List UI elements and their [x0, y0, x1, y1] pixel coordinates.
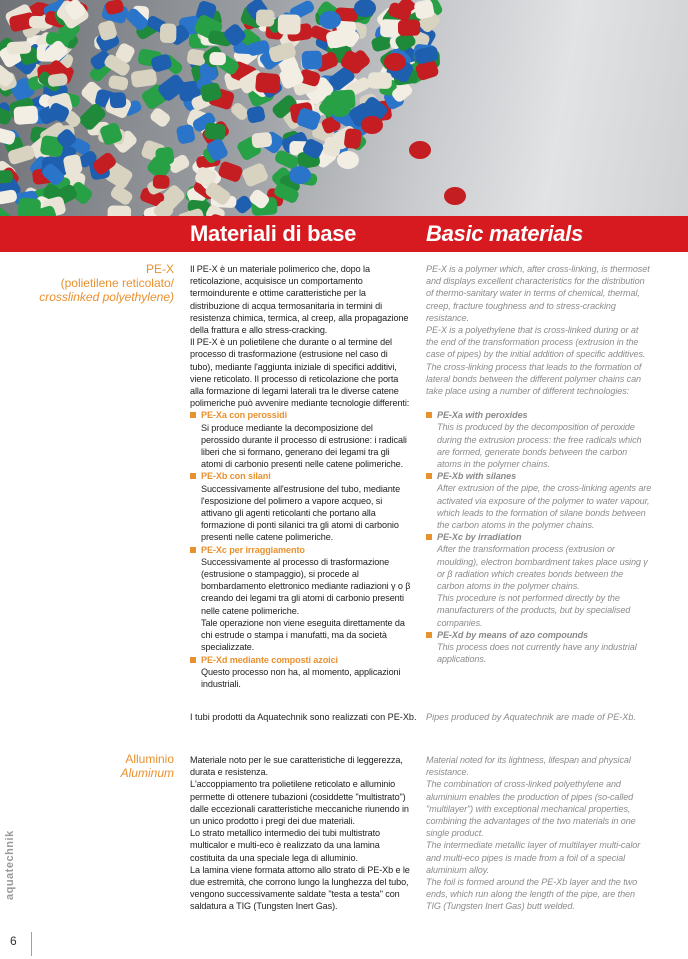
pellet — [319, 11, 341, 29]
item-text: Questo processo non ha, al momento, applicazioni industriali. — [201, 666, 401, 689]
item-heading: PE-Xc by irradiation — [437, 532, 522, 543]
pellet — [251, 132, 272, 149]
item-heading: PE-Xa with peroxides — [437, 410, 528, 421]
pellet — [246, 105, 266, 124]
pellet — [255, 72, 281, 94]
pellet — [329, 99, 351, 117]
pex-it-item — [190, 544, 412, 654]
pex-it-item — [190, 654, 412, 691]
pellet — [278, 14, 301, 34]
alu-en-paragraph: The foil is formed around the PE-Xb layer and the two ends, which run along the length of the pipe, are then TIG (Tungsten Inert Gas) butt welded. — [426, 877, 638, 912]
section-title-english: Basic materials — [426, 221, 583, 246]
item-heading: PE-Xc per irraggiamento — [201, 544, 305, 555]
bullet-square-icon — [426, 473, 432, 479]
page-number: 6 — [10, 934, 17, 948]
pellet — [17, 198, 41, 216]
pellet — [384, 53, 406, 71]
pellet — [337, 151, 359, 169]
pellet — [153, 175, 170, 190]
item-heading: PE-Xd mediante composti azoici — [201, 654, 338, 665]
pellet — [241, 162, 270, 188]
item-text: Tale operazione non viene eseguita direttamente da chi estrude o stampa i manufatti, ma da società specializzate. — [201, 617, 405, 653]
section-title-italian: Materiali di base — [190, 221, 357, 246]
bullet-square-icon — [190, 657, 196, 663]
item-heading: PE-Xd by means of azo compounds — [437, 629, 589, 640]
pex-en-item — [426, 531, 652, 629]
pellet — [176, 124, 196, 145]
alu-en-paragraph: The intermediate metallic layer of multilayer multi-calor and multi-eco pipes is made from a foil of a special aluminium alloy. — [426, 840, 641, 875]
title-band — [0, 216, 688, 252]
pex-it-paragraph: Il PE-X è un materiale polimerico che, dopo la reticolazione, acquisisce un comportamento termoindurente e ottime caratteristiche per la distribuzione di acqua termosanitaria in termini di resistenza chimica, termica, al creep, alla propagazione della frattura e allo stress-cracking. — [190, 264, 409, 336]
pellet — [361, 116, 383, 134]
item-text: This is produced by the decomposition of peroxide during the extrusion process: the free radicals which are formed, generate bonds between the carbon atoms in the polymer chains. — [437, 422, 642, 470]
aluminium-label-italian: Alluminio — [125, 752, 174, 766]
pellet — [160, 23, 177, 43]
pellet — [109, 92, 126, 109]
aluminium-side-label — [121, 752, 174, 780]
pex-it-item — [190, 470, 412, 543]
item-text: Si produce mediante la decomposizione del perossido durante il processo di estrusione: i radicali liberi che si formano, generano dei legami tra gli atomi di carbonio presenti nelle catene polimeriche. — [201, 422, 407, 470]
pellet — [204, 122, 227, 141]
alu-it-paragraph: Materiale noto per le sue caratteristiche di leggerezza, durata e resistenza. — [190, 755, 403, 778]
header-photo — [0, 0, 688, 216]
item-text: Successivamente all'estrusione del tubo, mediante l'esposizione del polimero a vapore acqueo, si attivano gli agenti reticolanti che portano alla formazione di ponti silanici tra gli atomi di carbonio presenti nelle catene polimeriche. — [201, 483, 401, 543]
aluminium-italian-column — [190, 754, 412, 913]
bullet-square-icon — [426, 632, 432, 638]
pellet — [13, 105, 38, 125]
pex-it-item — [190, 409, 412, 470]
pellet — [108, 75, 129, 91]
pellet — [109, 184, 134, 207]
bullet-square-icon — [190, 473, 196, 479]
pex-italian-column — [190, 263, 412, 690]
pex-en-paragraph: PE-X is a polymer which, after cross-linking, is thermoset and displays excellent characteristics for the distribution of thermo-sanitary water in terms of chemical, thermal, creep, fracture toughness and to stress-cracking resistance. — [426, 264, 650, 323]
pex-en-item — [426, 470, 652, 531]
item-text: After the transformation process (extrusion or moulding), electron bombardment takes place using γ or β radiation which creates bonds between the carbon atoms in the polymer chains. — [437, 544, 648, 592]
pex-it-paragraph: Il PE-X è un polietilene che durante o al termine del processo di trasformazione (estrusione nel caso di tubo), mediante l'aggiunta iniziale di specifici additivi, viene reticolato. Il processo di reticolazione che porta alla formazione di legami laterali tra le diverse catene polimeriche può avvenire mediante tecnologie differenti: — [190, 337, 410, 409]
pellet — [398, 19, 420, 36]
pex-en-item — [426, 629, 652, 666]
pellet — [0, 206, 16, 216]
pex-en-item — [426, 409, 652, 470]
pex-en-paragraph: The cross-linking process that leads to the formation of lateral bonds between the different polymer chains can take place using a number of different technologies: — [426, 361, 642, 397]
aluminium-english-column — [426, 754, 652, 913]
pellet — [302, 51, 323, 70]
pellet — [217, 160, 244, 183]
pellet — [130, 69, 157, 89]
item-heading: PE-Xb con silani — [201, 471, 271, 482]
alu-it-paragraph: Lo strato metallico intermedio dei tubi multistrato multicalor e multi-eco è realizzato da una lamina costituita da una speciale lega di alluminio. — [190, 828, 380, 863]
pex-side-label — [39, 262, 174, 304]
pellet — [256, 9, 275, 26]
item-heading: PE-Xb with silanes — [437, 471, 517, 482]
item-text: This procedure is not performed directly by the manufacturers of the products, but by specialised companies. — [437, 593, 631, 628]
pellets-illustration — [0, 0, 688, 216]
pellet — [0, 189, 18, 205]
pellet — [444, 187, 466, 205]
bullet-square-icon — [190, 412, 196, 418]
pellet — [209, 52, 226, 66]
pellet — [0, 170, 13, 183]
pex-note-italian: I tubi prodotti da Aquatechnik sono realizzati con PE-Xb. — [190, 712, 417, 722]
pellet — [368, 72, 392, 89]
alu-en-paragraph: The combination of cross-linked polyethylene and aluminium enables the production of pipes (so-called "multilayer") with exceptional mechanical properties, combining the advantages of the two materials in one single product. — [426, 779, 636, 839]
bullet-square-icon — [426, 534, 432, 540]
bullet-square-icon — [190, 547, 196, 553]
pex-label-italian: (polietilene reticolato/ — [60, 276, 174, 290]
pellet — [107, 205, 131, 216]
alu-it-paragraph: L'accoppiamento tra polietilene reticolato e alluminio permette di ottenere tubazioni (cosiddette "multistrato") dalle eccezionali caratteristiche meccaniche riunendo in un unico prodotto i pregi dei due materiali. — [190, 779, 409, 827]
alu-en-paragraph: Material noted for its lightness, lifespan and physical resistance. — [426, 755, 631, 778]
page-number-divider — [31, 932, 32, 956]
pellet — [149, 106, 172, 128]
pex-label-english: crosslinked polyethylene) — [39, 290, 174, 304]
pex-label: PE-X — [145, 262, 174, 276]
alu-it-paragraph: La lamina viene formata attorno allo strato di PE-Xb e le due estremità, che corrono lungo la lunghezza del tubo, vengono successivamente saldate "testa a testa" con saldatura a TIG (Tungsten Inert Gas). — [190, 864, 410, 912]
pellet — [6, 41, 31, 55]
item-text: Successivamente al processo di trasformazione (estrusione o stampaggio), si procede al bombardamento elettronico mediante radiazioni γ o β creando dei legami tra gli atomi di carbonio presenti nelle catene polimeriche. — [201, 556, 411, 616]
pellet — [155, 146, 175, 165]
item-heading: PE-Xa con perossidi — [201, 410, 288, 421]
aluminium-label-english: Aluminum — [120, 766, 174, 780]
brand-logo-text: aquatechnik — [4, 830, 16, 900]
pex-en-paragraph: PE-X is a polyethylene that is cross-linked during or at the end of the transformation process (extrusion in the case of pipes) by the initial addition of specific additives. — [426, 325, 646, 360]
pellet — [409, 141, 431, 159]
bullet-square-icon — [426, 412, 432, 418]
item-text: After extrusion of the pipe, the cross-linking agents are activated via exposure of the polymer to water vapour, which leads to the formation of silane bonds between the carbon atoms in the polymer chains. — [437, 483, 652, 531]
pex-english-column — [426, 263, 652, 666]
pellet — [289, 166, 311, 184]
item-text: This process does not currently have any industrial applications. — [437, 642, 637, 665]
pellet — [343, 128, 362, 150]
pex-note-english: Pipes produced by Aquatechnik are made of PE-Xb. — [426, 712, 636, 722]
